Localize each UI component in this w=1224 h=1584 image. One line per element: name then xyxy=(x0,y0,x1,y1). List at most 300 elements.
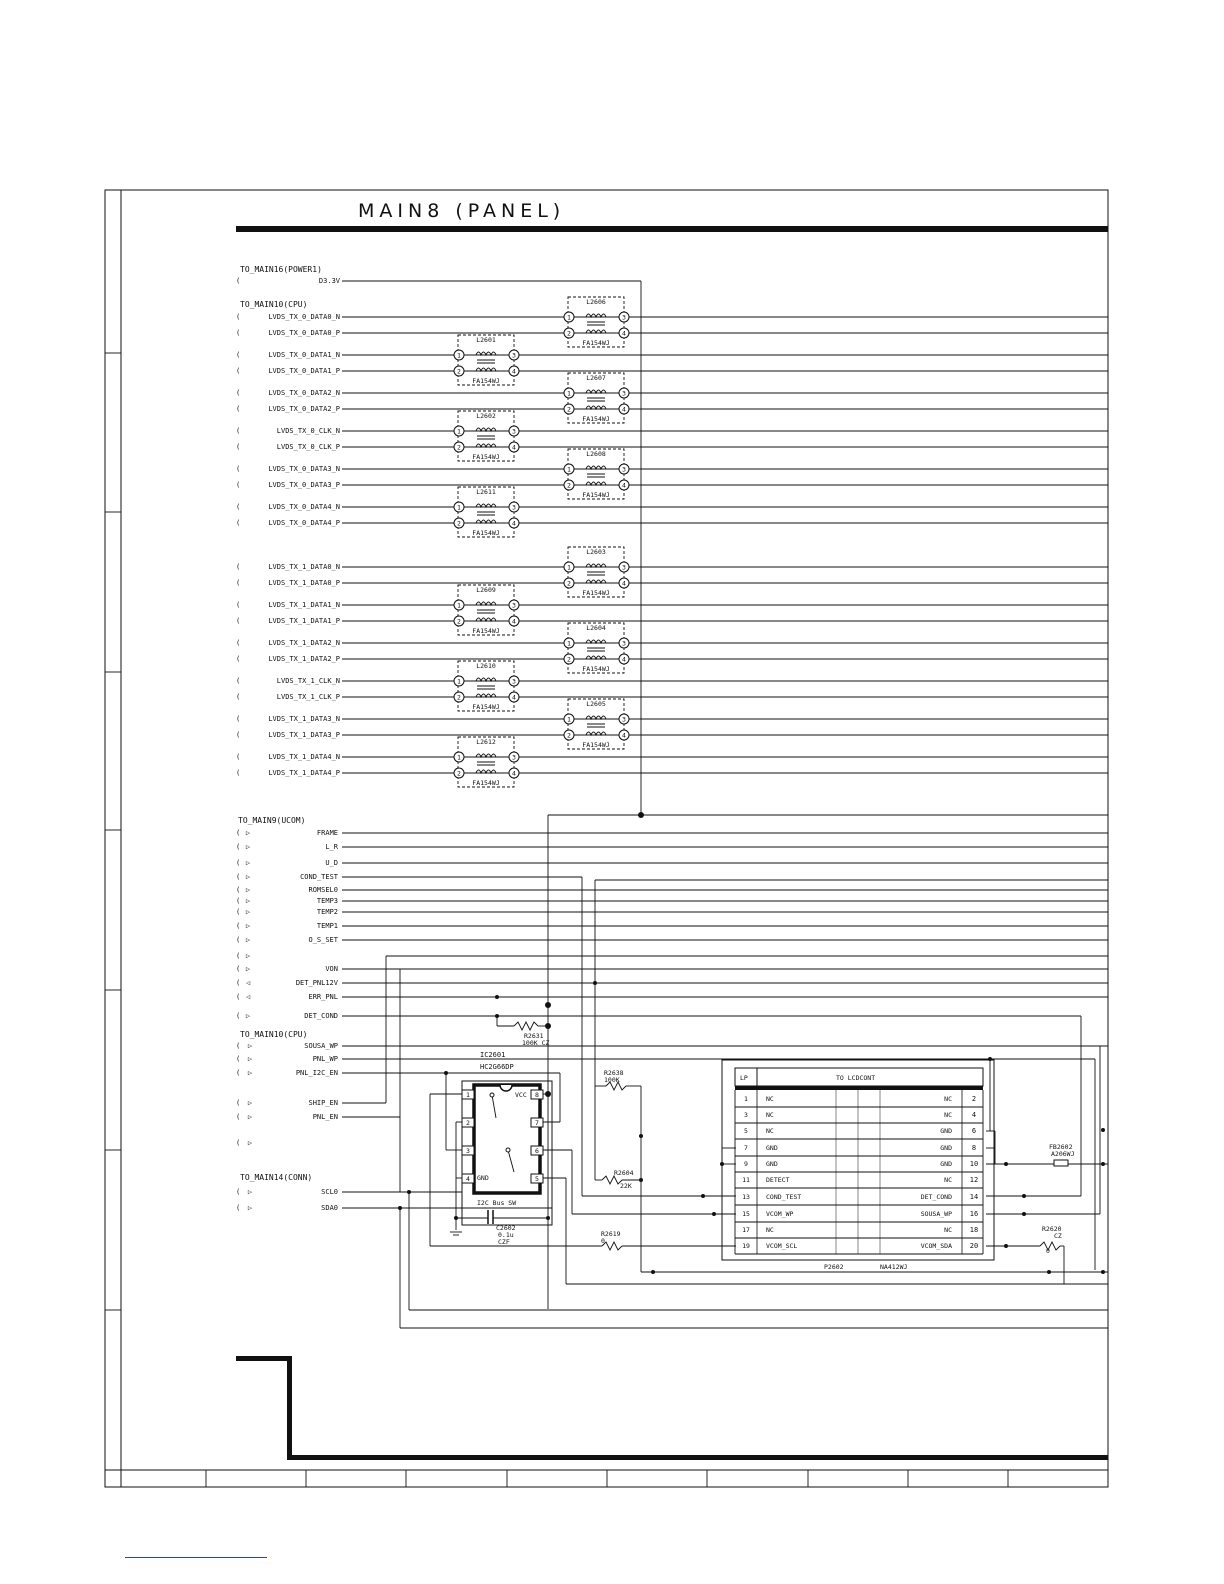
signal-bracket: ( xyxy=(236,979,241,987)
filter-l2608 xyxy=(564,449,629,499)
connector-name-left: NC xyxy=(766,1226,774,1234)
signal-label-d3v3: D3.3V xyxy=(318,277,340,285)
signal-bracket: ( xyxy=(236,1012,241,1020)
signal-label-lvds_tx_0_clk_p: LVDS_TX_0_CLK_P xyxy=(276,443,340,451)
connector-pin-right: 12 xyxy=(969,1176,979,1184)
filter-pin-number: 3 xyxy=(622,639,626,648)
filter-pin-number: 2 xyxy=(567,481,571,490)
signal-label-lvds_tx_0_data3_p: LVDS_TX_0_DATA3_P xyxy=(268,481,340,489)
header-power: TO_MAIN16(POWER1) xyxy=(240,265,322,274)
signal-bracket: ( xyxy=(236,897,241,905)
signal-direction-icon: ◁ xyxy=(245,979,251,987)
c2602-value2: CZF xyxy=(498,1238,510,1246)
filter-l2601 xyxy=(454,335,519,385)
filter-pin-number: 1 xyxy=(457,351,461,360)
signal-bracket: ( xyxy=(236,351,241,359)
connector-name-right: DET_COND xyxy=(920,1193,952,1201)
connector-pin-left: 15 xyxy=(742,1210,750,1218)
signal-bracket: ( xyxy=(236,563,241,571)
filter-l2602 xyxy=(454,411,519,461)
ic2601 xyxy=(462,1051,552,1225)
filter-l2604 xyxy=(564,623,629,673)
filter-ref: L2608 xyxy=(586,450,606,458)
signal-bracket: ( xyxy=(236,481,241,489)
title-bar xyxy=(236,226,1108,232)
signal-direction-icon: ▷ xyxy=(245,829,251,837)
connector-pin-right: 14 xyxy=(969,1193,979,1201)
signal-label-temp3: TEMP3 xyxy=(316,897,338,905)
filter-pin-number: 1 xyxy=(457,601,461,610)
filter-pin-number: 2 xyxy=(457,519,461,528)
signal-bracket: ( xyxy=(236,753,241,761)
signal-label-lvds_tx_0_data3_n: LVDS_TX_0_DATA3_N xyxy=(268,465,340,473)
signal-bracket: ( xyxy=(236,908,241,916)
fb2602-value: A206WJ xyxy=(1051,1150,1075,1158)
signal-bracket: ( xyxy=(236,579,241,587)
connector-name-left: NC xyxy=(766,1095,774,1103)
filter-ref: L2612 xyxy=(476,738,496,746)
filter-pin-number: 2 xyxy=(457,617,461,626)
r2619-value: 0 xyxy=(601,1237,605,1245)
connector-name-right: SOUSA_WP xyxy=(920,1210,952,1218)
ic-pin-number: 7 xyxy=(535,1119,539,1127)
signal-bracket: ( xyxy=(236,1139,241,1147)
signal-label-sousa_wp: SOUSA_WP xyxy=(304,1042,338,1050)
signal-label-lvds_tx_1_clk_p: LVDS_TX_1_CLK_P xyxy=(276,693,340,701)
c2602 xyxy=(488,1210,516,1246)
r2620-ref: R2620 xyxy=(1042,1225,1062,1233)
signal-label-temp2: TEMP2 xyxy=(316,908,338,916)
filter-ref: L2603 xyxy=(586,548,606,556)
filter-ref: L2604 xyxy=(586,624,606,632)
r2638-ref: R2638 xyxy=(604,1069,624,1077)
filter-part: FA154WJ xyxy=(582,491,610,499)
signal-label-lvds_tx_1_data1_n: LVDS_TX_1_DATA1_N xyxy=(268,601,340,609)
r2604-value: 22K xyxy=(620,1182,632,1190)
r2619-ref: R2619 xyxy=(601,1230,621,1238)
filter-pin-number: 3 xyxy=(622,465,626,474)
ic-pin-number: 8 xyxy=(535,1091,539,1099)
signal-label-lvds_tx_0_data2_n: LVDS_TX_0_DATA2_N xyxy=(268,389,340,397)
signal-bracket: ( xyxy=(236,936,241,944)
signal-direction-icon: ▷ xyxy=(247,1188,253,1196)
corner-bracket xyxy=(236,1356,1108,1460)
signal-label-romsel0: ROMSEL0 xyxy=(308,886,338,894)
ic-caption: I2C Bus SW xyxy=(477,1199,517,1207)
filter-ref: L2607 xyxy=(586,374,606,382)
signal-label-sda0: SDA0 xyxy=(321,1204,338,1212)
signal-label-o_s_set: O_S_SET xyxy=(308,936,338,944)
junction-dot xyxy=(1101,1162,1105,1166)
signal-bracket: ( xyxy=(236,993,241,1001)
filter-pin-number: 1 xyxy=(567,313,571,322)
signal-bracket: ( xyxy=(236,1042,241,1050)
connector-name-right: NC xyxy=(944,1226,952,1234)
filter-part: FA154WJ xyxy=(472,627,500,635)
connector-ref: P2602 xyxy=(824,1263,844,1271)
signal-bracket: ( xyxy=(236,639,241,647)
connector-name-left: NC xyxy=(766,1111,774,1119)
connector-name-left: GND xyxy=(766,1144,778,1152)
signal-label-lvds_tx_1_data4_n: LVDS_TX_1_DATA4_N xyxy=(268,753,340,761)
filter-pin-number: 4 xyxy=(622,655,626,664)
filter-pin-number: 1 xyxy=(457,677,461,686)
signal-bracket: ( xyxy=(236,465,241,473)
signal-bracket: ( xyxy=(236,617,241,625)
connector-name-right: NC xyxy=(944,1111,952,1119)
signal-direction-icon: ▷ xyxy=(247,1042,253,1050)
junction-dot xyxy=(639,1134,643,1138)
header-cpu2: TO_MAIN10(CPU) xyxy=(240,1030,308,1039)
filter-pin-number: 1 xyxy=(567,465,571,474)
junction-dot xyxy=(1022,1194,1026,1198)
signal-direction-icon: ▷ xyxy=(247,1069,253,1077)
filter-pin-number: 1 xyxy=(567,639,571,648)
signal-label-lvds_tx_0_data1_n: LVDS_TX_0_DATA1_N xyxy=(268,351,340,359)
signal-bracket: ( xyxy=(236,1188,241,1196)
ic-pin-number: 1 xyxy=(466,1091,470,1099)
signal-direction-icon: ▷ xyxy=(247,1055,253,1063)
signal-label-err_pnl: ERR_PNL xyxy=(308,993,338,1001)
signal-label-lvds_tx_0_data2_p: LVDS_TX_0_DATA2_P xyxy=(268,405,340,413)
connector-pin-left: 3 xyxy=(744,1111,748,1119)
ic-gnd-label: GND xyxy=(477,1174,489,1182)
signal-bracket: ( xyxy=(236,503,241,511)
filter-pin-number: 2 xyxy=(457,693,461,702)
signal-label-lvds_tx_1_data3_n: LVDS_TX_1_DATA3_N xyxy=(268,715,340,723)
signal-direction-icon: ▷ xyxy=(245,952,251,960)
header-ucom: TO_MAIN9(UCOM) xyxy=(238,816,306,825)
signal-label-cond_test: COND_TEST xyxy=(300,873,338,881)
filter-l2612 xyxy=(454,737,519,787)
junction-dot xyxy=(639,1178,643,1182)
signal-direction-icon: ▷ xyxy=(247,1113,253,1121)
filter-pin-number: 4 xyxy=(622,731,626,740)
interconnect-wires xyxy=(342,281,1108,1328)
connector-pin-right: 2 xyxy=(971,1095,977,1103)
junction-dot xyxy=(651,1270,655,1274)
filter-pin-number: 4 xyxy=(512,367,516,376)
signal-label-det_cond: DET_COND xyxy=(304,1012,338,1020)
fb2602 xyxy=(1049,1143,1075,1166)
signal-lines xyxy=(236,277,1108,1212)
filter-pin-number: 3 xyxy=(512,677,516,686)
signal-label-lvds_tx_0_data4_p: LVDS_TX_0_DATA4_P xyxy=(268,519,340,527)
connector-pin-right: 4 xyxy=(971,1111,977,1119)
filter-pin-number: 2 xyxy=(457,443,461,452)
signal-label-ship_en: SHIP_EN xyxy=(308,1099,338,1107)
signal-label-lvds_tx_1_clk_n: LVDS_TX_1_CLK_N xyxy=(276,677,340,685)
junction-dot xyxy=(545,1002,551,1008)
filter-pin-number: 4 xyxy=(512,443,516,452)
junction-dot xyxy=(1004,1162,1008,1166)
junction-dot xyxy=(1004,1244,1008,1248)
signal-bracket: ( xyxy=(236,1113,241,1121)
connector-pin-left: 9 xyxy=(744,1160,748,1168)
filter-pin-number: 2 xyxy=(567,731,571,740)
r2619 xyxy=(601,1230,622,1250)
filter-pin-number: 1 xyxy=(457,503,461,512)
filter-pin-number: 2 xyxy=(567,405,571,414)
signal-label-l_r: L_R xyxy=(325,843,338,851)
filter-ref: L2610 xyxy=(476,662,496,670)
filter-pin-number: 4 xyxy=(622,481,626,490)
filter-pin-number: 1 xyxy=(457,427,461,436)
header-cpu: TO_MAIN10(CPU) xyxy=(240,300,308,309)
signal-bracket: ( xyxy=(236,922,241,930)
signal-label-frame: FRAME xyxy=(316,829,338,837)
filter-ref: L2606 xyxy=(586,298,606,306)
signal-label-lvds_tx_1_data2_p: LVDS_TX_1_DATA2_P xyxy=(268,655,340,663)
signal-label-lvds_tx_0_data0_n: LVDS_TX_0_DATA0_N xyxy=(268,313,340,321)
r2638 xyxy=(604,1069,626,1090)
filter-pin-number: 3 xyxy=(622,389,626,398)
filter-ref: L2602 xyxy=(476,412,496,420)
signal-bracket: ( xyxy=(236,843,241,851)
filter-pin-number: 3 xyxy=(512,601,516,610)
filter-pin-number: 2 xyxy=(567,579,571,588)
page-footer-link[interactable] xyxy=(125,1557,267,1558)
fb2602-ref: FB2602 xyxy=(1049,1143,1073,1151)
filter-pin-number: 4 xyxy=(512,519,516,528)
filter-pin-number: 4 xyxy=(512,769,516,778)
connector-pin-right: 18 xyxy=(969,1226,979,1234)
filter-l2607 xyxy=(564,373,629,423)
junction-dot xyxy=(1022,1212,1026,1216)
filter-pin-number: 1 xyxy=(567,389,571,398)
connector-pin-left: 5 xyxy=(744,1127,748,1135)
filter-part: FA154WJ xyxy=(582,339,610,347)
filter-pin-number: 3 xyxy=(622,715,626,724)
r2638-value: 100K xyxy=(604,1076,620,1084)
filter-part: FA154WJ xyxy=(582,741,610,749)
ic-pin-number: 4 xyxy=(466,1175,470,1183)
filter-l2610 xyxy=(454,661,519,711)
connector-name-left: VCOM_WP xyxy=(766,1210,794,1218)
signal-label-det_pnl12v: DET_PNL12V xyxy=(295,979,338,987)
filter-l2603 xyxy=(564,547,629,597)
signal-bracket: ( xyxy=(236,655,241,663)
junction-dot xyxy=(701,1194,705,1198)
connector-p2602 xyxy=(722,1060,994,1271)
connector-pin-right: 16 xyxy=(969,1210,979,1218)
connector-pin-right: 6 xyxy=(971,1127,977,1135)
signal-label-von: VON xyxy=(325,965,338,973)
filter-ref: L2605 xyxy=(586,700,606,708)
junction-dot xyxy=(593,981,597,985)
filter-ref: L2601 xyxy=(476,336,496,344)
filter-part: FA154WJ xyxy=(472,453,500,461)
signal-label-pnl_en: PNL_EN xyxy=(312,1113,338,1121)
filter-pin-number: 1 xyxy=(457,753,461,762)
signal-direction-icon: ▷ xyxy=(247,1099,253,1107)
signal-bracket: ( xyxy=(236,601,241,609)
header-conn: TO_MAIN14(CONN) xyxy=(240,1173,313,1182)
junction-dot xyxy=(1047,1270,1051,1274)
filter-pin-number: 2 xyxy=(567,329,571,338)
filter-ref: L2611 xyxy=(476,488,496,496)
r2604-ref: R2604 xyxy=(614,1169,634,1177)
signal-bracket: ( xyxy=(236,859,241,867)
signal-direction-icon: ▷ xyxy=(245,922,251,930)
signal-label-lvds_tx_0_data0_p: LVDS_TX_0_DATA0_P xyxy=(268,329,340,337)
signal-bracket: ( xyxy=(236,367,241,375)
r2620 xyxy=(1040,1225,1062,1255)
filter-part: FA154WJ xyxy=(582,665,610,673)
filter-l2606 xyxy=(564,297,629,347)
connector-name-left: NC xyxy=(766,1127,774,1135)
r2620-value: CZ xyxy=(1054,1232,1062,1240)
connector-pin-right: 10 xyxy=(969,1160,979,1168)
signal-bracket: ( xyxy=(236,677,241,685)
signal-label-lvds_tx_1_data2_n: LVDS_TX_1_DATA2_N xyxy=(268,639,340,647)
filter-part: FA154WJ xyxy=(472,529,500,537)
signal-bracket: ( xyxy=(236,405,241,413)
connector-pin-left: 7 xyxy=(744,1144,748,1152)
signal-direction-icon: ▷ xyxy=(245,843,251,851)
signal-label-temp1: TEMP1 xyxy=(316,922,338,930)
signal-label-lvds_tx_1_data0_n: LVDS_TX_1_DATA0_N xyxy=(268,563,340,571)
signal-bracket: ( xyxy=(236,443,241,451)
signal-label-u_d: U_D xyxy=(325,859,338,867)
signal-label-scl0: SCL0 xyxy=(321,1188,338,1196)
signal-bracket: ( xyxy=(236,715,241,723)
filter-part: FA154WJ xyxy=(472,703,500,711)
filter-pin-number: 1 xyxy=(567,563,571,572)
connector-part: NA412WJ xyxy=(880,1263,908,1271)
filter-pin-number: 3 xyxy=(512,503,516,512)
connector-name-right: GND xyxy=(940,1160,952,1168)
junction-dot xyxy=(712,1212,716,1216)
r2604 xyxy=(602,1169,634,1190)
connector-name-left: GND xyxy=(766,1160,778,1168)
connector-name-left: COND_TEST xyxy=(766,1193,802,1201)
signal-bracket: ( xyxy=(236,952,241,960)
signal-bracket: ( xyxy=(236,329,241,337)
signal-bracket: ( xyxy=(236,965,241,973)
signal-label-lvds_tx_0_data4_n: LVDS_TX_0_DATA4_N xyxy=(268,503,340,511)
signal-bracket: ( xyxy=(236,1055,241,1063)
filter-pin-number: 3 xyxy=(622,313,626,322)
signal-direction-icon: ▷ xyxy=(245,873,251,881)
c2602-value: 0.1u xyxy=(498,1231,514,1239)
junction-dot xyxy=(545,1023,551,1029)
signal-direction-icon: ▷ xyxy=(245,1012,251,1020)
signal-bracket: ( xyxy=(236,829,241,837)
signal-direction-icon: ◁ xyxy=(245,993,251,1001)
connector-name-right: VCOM_SDA xyxy=(920,1242,952,1250)
signal-label-pnl_wp: PNL_WP xyxy=(312,1055,338,1063)
signal-bracket: ( xyxy=(236,886,241,894)
signal-label-lvds_tx_0_clk_n: LVDS_TX_0_CLK_N xyxy=(276,427,340,435)
connector-pin-left: 17 xyxy=(742,1226,750,1234)
signal-bracket: ( xyxy=(236,313,241,321)
filter-pin-number: 2 xyxy=(457,769,461,778)
ic-pin-number: 5 xyxy=(535,1175,539,1183)
signal-bracket: ( xyxy=(236,1099,241,1107)
signal-label-lvds_tx_0_data1_p: LVDS_TX_0_DATA1_P xyxy=(268,367,340,375)
r2631-ref: R2631 xyxy=(524,1032,544,1040)
connector-col-to: TO LCDCONT xyxy=(836,1074,876,1082)
signal-bracket: ( xyxy=(236,731,241,739)
signal-bracket: ( xyxy=(236,277,241,285)
connector-name-right: GND xyxy=(940,1127,952,1135)
c2602-ref: C2602 xyxy=(496,1224,516,1232)
signal-label-lvds_tx_1_data3_p: LVDS_TX_1_DATA3_P xyxy=(268,731,340,739)
filter-pin-number: 2 xyxy=(457,367,461,376)
filter-l2609 xyxy=(454,585,519,635)
signal-bracket: ( xyxy=(236,389,241,397)
signal-bracket: ( xyxy=(236,693,241,701)
connector-pin-left: 11 xyxy=(742,1176,750,1184)
filter-part: FA154WJ xyxy=(582,589,610,597)
signal-label-lvds_tx_1_data4_p: LVDS_TX_1_DATA4_P xyxy=(268,769,340,777)
filter-part: FA154WJ xyxy=(582,415,610,423)
signal-label-pnl_i2c_en: PNL_I2C_EN xyxy=(295,1069,338,1077)
connector-name-right: NC xyxy=(944,1095,952,1103)
junction-dot xyxy=(1101,1270,1105,1274)
connector-name-right: NC xyxy=(944,1176,952,1184)
filter-part: FA154WJ xyxy=(472,377,500,385)
signal-bracket: ( xyxy=(236,769,241,777)
filter-pin-number: 1 xyxy=(567,715,571,724)
connector-pin-left: 1 xyxy=(744,1095,748,1103)
ic-pin-number: 6 xyxy=(535,1147,539,1155)
signal-direction-icon: ▷ xyxy=(245,897,251,905)
signal-direction-icon: ▷ xyxy=(245,965,251,973)
connector-name-left: VCOM_SCL xyxy=(766,1242,798,1250)
ic-ref: IC2601 xyxy=(480,1051,506,1059)
junction-dot xyxy=(1101,1128,1105,1132)
junction-dot xyxy=(495,995,499,999)
common-mode-filters xyxy=(454,297,629,787)
connector-pin-right: 8 xyxy=(971,1144,977,1152)
signal-bracket: ( xyxy=(236,1069,241,1077)
junction-dot xyxy=(545,1091,551,1097)
filter-pin-number: 3 xyxy=(512,753,516,762)
sheet-frame xyxy=(105,190,1108,1487)
filter-pin-number: 3 xyxy=(512,351,516,360)
connector-pin-left: 19 xyxy=(742,1242,750,1250)
connector-pin-left: 13 xyxy=(742,1193,750,1201)
filter-pin-number: 4 xyxy=(622,579,626,588)
filter-l2611 xyxy=(454,487,519,537)
signal-direction-icon: ▷ xyxy=(247,1204,253,1212)
filter-pin-number: 4 xyxy=(512,617,516,626)
ic-pin-number: 2 xyxy=(466,1119,470,1127)
signal-bracket: ( xyxy=(236,519,241,527)
connector-pin-right: 20 xyxy=(969,1242,979,1250)
filter-pin-number: 3 xyxy=(622,563,626,572)
signal-label-lvds_tx_1_data0_p: LVDS_TX_1_DATA0_P xyxy=(268,579,340,587)
signal-label-lvds_tx_1_data1_p: LVDS_TX_1_DATA1_P xyxy=(268,617,340,625)
signal-direction-icon: ▷ xyxy=(245,908,251,916)
connector-name-right: GND xyxy=(940,1144,952,1152)
signal-bracket: ( xyxy=(236,873,241,881)
filter-ref: L2609 xyxy=(476,586,496,594)
signal-direction-icon: ▷ xyxy=(245,936,251,944)
signal-bracket: ( xyxy=(236,427,241,435)
filter-pin-number: 3 xyxy=(512,427,516,436)
r2620-value2: 0 xyxy=(1046,1247,1050,1255)
ic-vcc-label: VCC xyxy=(515,1091,527,1099)
filter-pin-number: 4 xyxy=(622,329,626,338)
ic-part: HC2G66DP xyxy=(480,1063,514,1071)
junction-dot xyxy=(546,1216,550,1220)
filter-l2605 xyxy=(564,699,629,749)
sheet-title: MAIN8 (PANEL) xyxy=(358,200,566,222)
filter-part: FA154WJ xyxy=(472,779,500,787)
